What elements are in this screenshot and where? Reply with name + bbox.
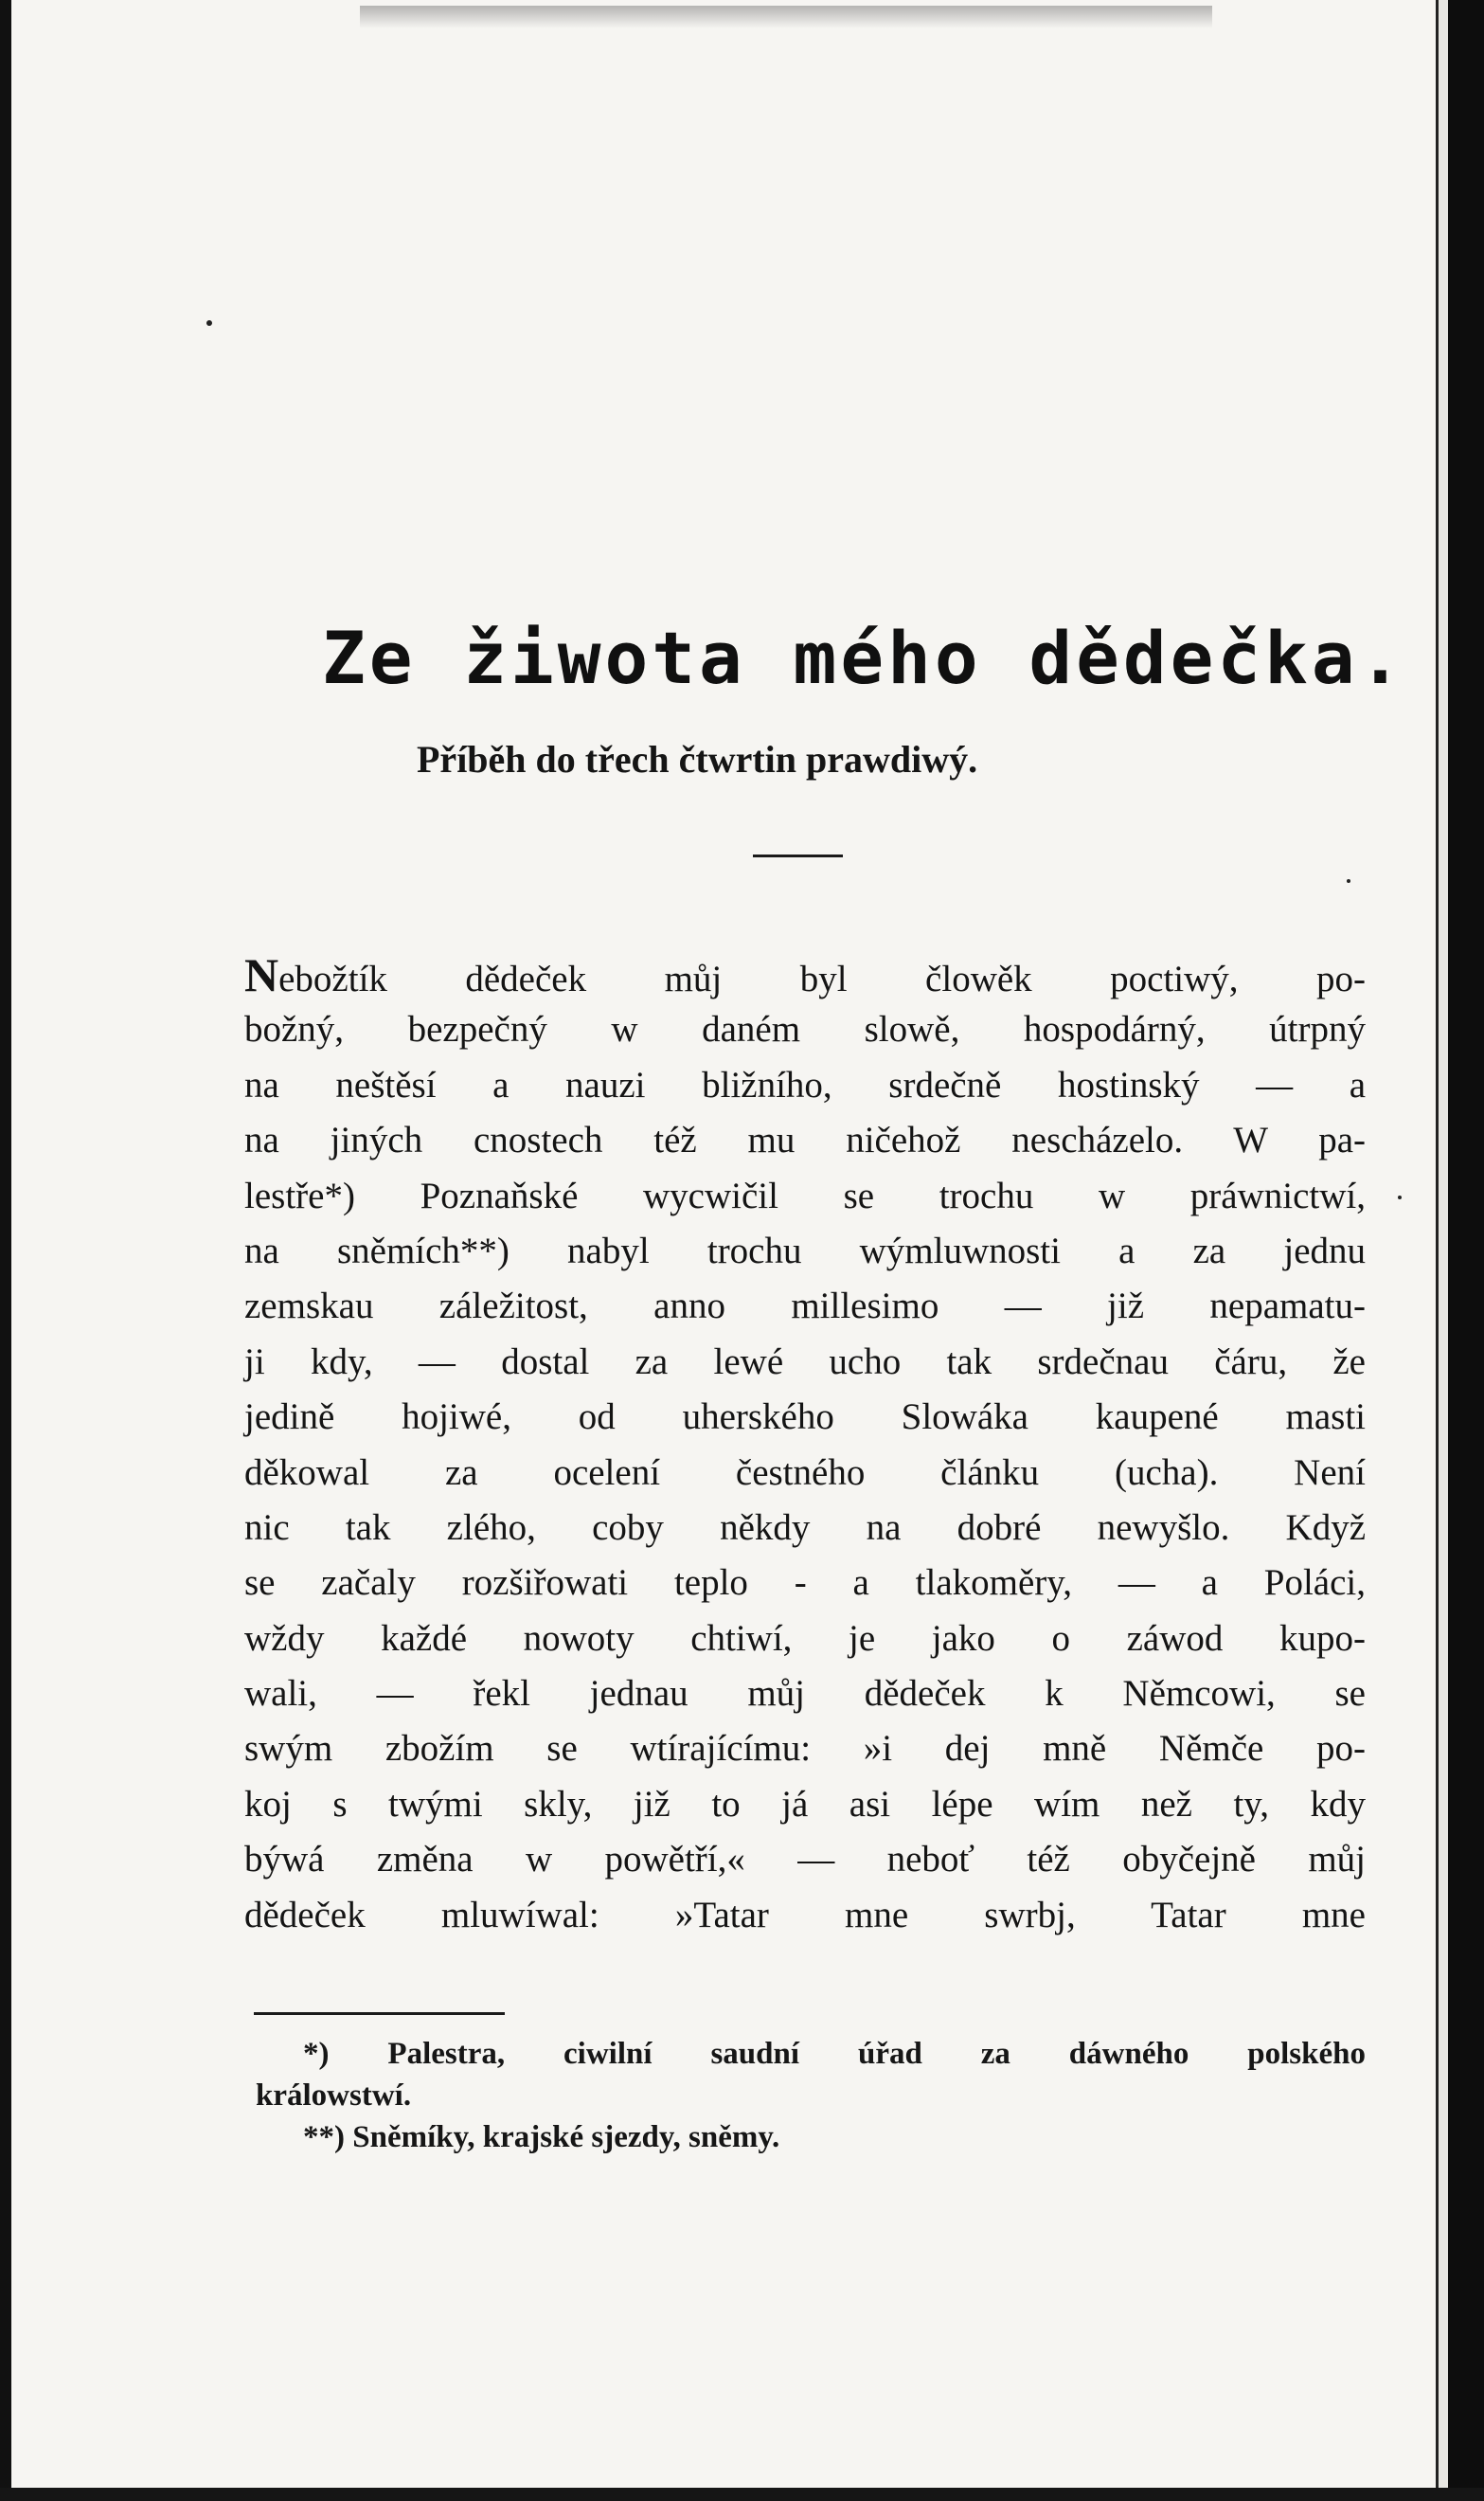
text-line: Nebožtík dědeček můj byl člowěk poctiwý, po- <box>244 948 1366 1001</box>
text-line: lestře*) Poznaňské wycwičil se trochu w práwnictwí, <box>244 1175 1366 1216</box>
text-line: jedině hojiwé, od uherského Slowáka kaupené masti <box>244 1396 1366 1438</box>
footnote: **) Sněmíky, krajské sjezdy, sněmy. <box>303 2120 780 2154</box>
text-line: na sněmích**) nabyl trochu wýmluwnosti a za jednu <box>244 1230 1366 1271</box>
text-line: nic tak zlého, coby někdy na dobré newyšlo. Když <box>244 1506 1366 1548</box>
scan-border-right <box>1448 0 1484 2501</box>
text-line: dědeček mluwíwal: »Tatar mne swrbj, Tatar mne <box>244 1894 1366 1935</box>
text-line: ji kdy, — dostal za lewé ucho tak srdečnau čáru, že <box>244 1340 1366 1382</box>
ink-speck <box>206 320 212 326</box>
ink-speck <box>1347 879 1350 883</box>
page-subtitle: Příběh do třech čtwrtin prawdiwý. <box>417 738 978 781</box>
page-title: Ze žiwota mého dědečka. <box>322 616 1406 700</box>
text-line: wali, — řekl jednau můj dědeček k Němcowi, se <box>244 1673 1366 1715</box>
text-line: zemskau záležitost, anno millesimo — již nepamatu- <box>244 1286 1366 1327</box>
text-line: koj s twými skly, již to já asi lépe wím než ty, kdy <box>244 1783 1366 1825</box>
ink-speck <box>1398 1196 1402 1199</box>
text-line: na neštěsí a nauzi bližního, srdečně hostinský — a <box>244 1064 1366 1106</box>
footnotes <box>256 2033 1366 2158</box>
footnote-continuation: králowstwí. <box>256 2078 412 2113</box>
text-line: wždy každé nowoty chtiwí, je jako o záwod kupo- <box>244 1617 1366 1659</box>
title-divider <box>753 855 843 857</box>
footnote-divider <box>254 2012 505 2015</box>
scan-border-bottom <box>0 2488 1484 2501</box>
text-line: swým zbožím se wtírajícímu: »i dej mně Němče po- <box>244 1728 1366 1770</box>
text-line: na jiných cnostech též mu ničehož nescházelo. W pa- <box>244 1120 1366 1161</box>
text-line: děkowal za ocelení čestného článku (ucha). Není <box>244 1451 1366 1493</box>
footnote: *) Palestra, ciwilní saudní úřad za dáwného polského <box>303 2037 1366 2071</box>
text-line: božný, bezpečný w daném slowě, hospodárný, útrpný <box>244 1009 1366 1051</box>
scan-smudge <box>360 6 1212 28</box>
main-text <box>244 947 1366 1943</box>
text-line: se začaly rozšiřowati teplo - a tlakoměry, — a Poláci, <box>244 1562 1366 1604</box>
dropcap: N <box>244 948 279 1001</box>
scan-border-left <box>0 0 11 2501</box>
scan-page-edge <box>1436 0 1448 2501</box>
text-line: býwá změna w powětří,« — neboť též obyčejně můj <box>244 1839 1366 1880</box>
